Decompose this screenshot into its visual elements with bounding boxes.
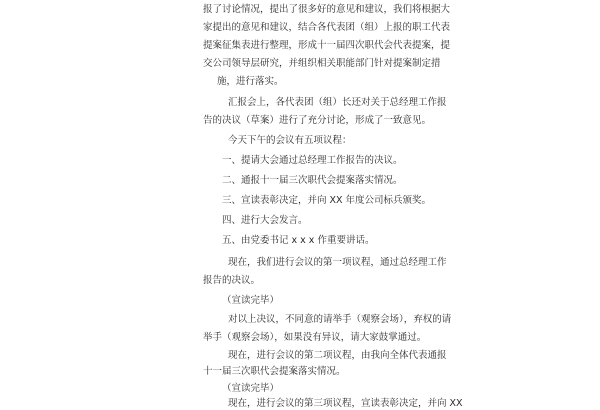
agenda-item: 一、提请大会通过总经理工作报告的决议。 [222,155,403,166]
paragraph-line: 报了讨论情况，提出了很多好的意见和建议，我们将根据大 [203,4,451,15]
agenda-intro: 今天下午的会议有五项议程： [228,135,352,146]
stage-note: （宣读完毕） [222,295,280,306]
paragraph-line: 告的决议（草案）进行了充分讨论，形成了一致意见。 [203,115,432,126]
paragraph-line: 现在，我们进行会议的第一项议程，通过总经理工作 [228,257,447,268]
paragraph-line: 报告的决议。 [203,275,261,286]
paragraph-line: 家提出的意见和建议，结合各代表团（组）上报的职工代表 [203,22,451,33]
paragraph-line: 现在，进行会议的第二项议程，由我向全体代表通报 [228,350,447,361]
paragraph-line: 汇报会上，各代表团（组）长还对关于总经理工作报 [228,97,447,108]
agenda-item: 三、宣读表彰决定，并向 XX 年度公司标兵颁奖。 [222,195,432,206]
stage-note: （宣读完毕） [222,383,280,394]
paragraph-line: 交公司领导层研究，并组织相关职能部门针对提案制定措 [203,58,441,69]
paragraph-line: 对以上决议，不同意的请举手（观察会场），弃权的请 [228,314,452,325]
paragraph-line: 现在，进行会议的第三项议程，宣读表彰决定，并向 XX [228,398,463,409]
agenda-item: 四、进行大会发言。 [222,215,308,226]
paragraph-line: 举手（观察会场），如果没有异议，请大家鼓掌通过。 [203,332,427,343]
paragraph-line: 十一届三次职代会提案落实情况。 [203,366,346,377]
agenda-item: 二、通报十一届三次职代会提案落实情况。 [222,175,403,186]
paragraph-line: 施，进行落实。 [217,76,284,87]
paragraph-line: 提案征集表进行整理，形成十一届四次职代会代表提案，提 [203,40,451,51]
agenda-item: 五、由党委书记 x x x 作重要讲话。 [222,235,375,246]
